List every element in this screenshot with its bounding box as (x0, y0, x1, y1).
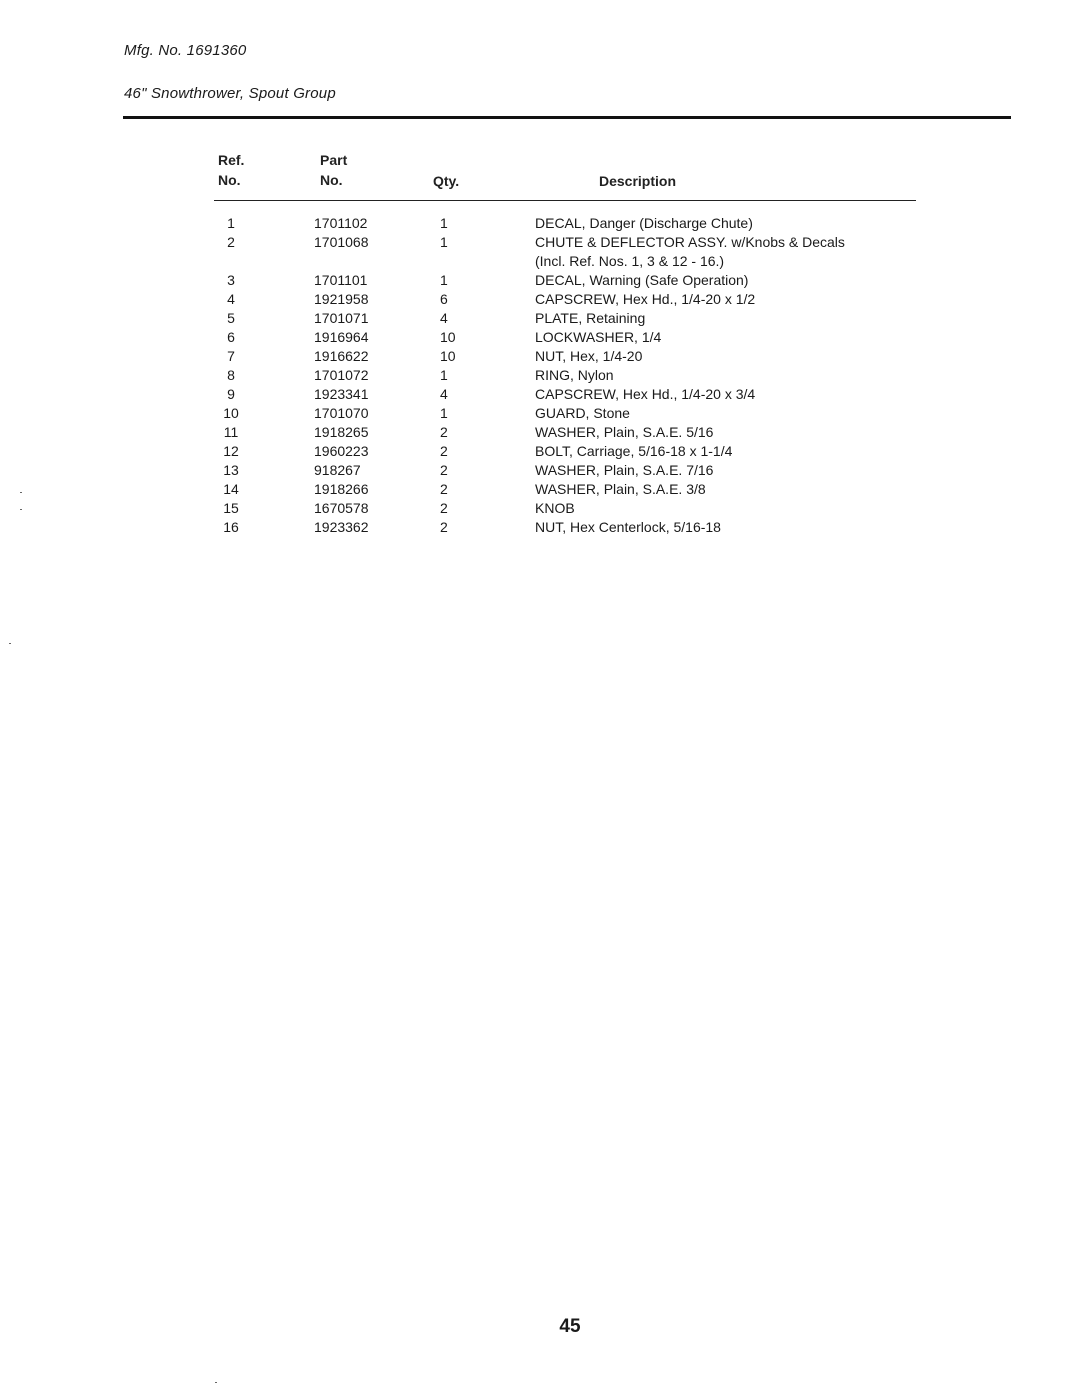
description-cell: NUT, Hex, 1/4-20 (535, 348, 643, 364)
ref-cell: 3 (227, 272, 235, 288)
part-number-cell: 1923341 (314, 386, 369, 402)
description-cell: LOCKWASHER, 1/4 (535, 329, 662, 345)
description-cell: GUARD, Stone (535, 405, 630, 421)
ref-cell: 10 (223, 405, 239, 421)
table-row (0, 518, 1080, 537)
ref-cell: 6 (227, 329, 235, 345)
qty-cell: 2 (440, 519, 448, 535)
description-cell: CAPSCREW, Hex Hd., 1/4-20 x 3/4 (535, 386, 756, 402)
description-cell: WASHER, Plain, S.A.E. 5/16 (535, 424, 714, 440)
table-row (0, 461, 1080, 480)
qty-cell: 2 (440, 462, 448, 478)
scan-speck (215, 1382, 217, 1383)
col-qty-label: Qty. (433, 173, 460, 189)
table-row (0, 366, 1080, 385)
part-number-cell: 1916622 (314, 348, 369, 364)
description-cell: NUT, Hex Centerlock, 5/16-18 (535, 519, 721, 535)
page-subtitle: 46" Snowthrower, Spout Group (124, 85, 336, 102)
qty-cell: 1 (440, 405, 448, 421)
ref-cell: 4 (227, 291, 235, 307)
ref-cell: 2 (227, 234, 235, 250)
qty-cell: 1 (440, 272, 448, 288)
ref-cell: 9 (227, 386, 235, 402)
col-part-label-2: No. (320, 172, 343, 188)
table-row (0, 499, 1080, 518)
scan-speck (20, 509, 22, 510)
qty-cell: 2 (440, 443, 448, 459)
description-cell: WASHER, Plain, S.A.E. 7/16 (535, 462, 714, 478)
part-number-cell: 1701070 (314, 405, 369, 421)
ref-cell: 14 (223, 481, 239, 497)
description-cell: RING, Nylon (535, 367, 614, 383)
part-number-cell: 1918265 (314, 424, 369, 440)
table-row (0, 385, 1080, 404)
header-rule (123, 116, 1011, 119)
part-number-cell: 1701072 (314, 367, 369, 383)
part-number-cell: 1701101 (314, 272, 368, 288)
ref-cell: 13 (223, 462, 239, 478)
col-ref-label: Ref. (218, 152, 245, 168)
part-number-cell: 1918266 (314, 481, 369, 497)
description-cell: CHUTE & DEFLECTOR ASSY. w/Knobs & Decals (535, 234, 845, 250)
description-cell: CAPSCREW, Hex Hd., 1/4-20 x 1/2 (535, 291, 756, 307)
table-row (0, 233, 1080, 271)
table-row (0, 480, 1080, 499)
description-cell: DECAL, Danger (Discharge Chute) (535, 215, 753, 231)
qty-cell: 1 (440, 234, 448, 250)
qty-cell: 4 (440, 310, 448, 326)
part-number-cell: 1916964 (314, 329, 369, 345)
table-header-rule (214, 200, 916, 201)
qty-cell: 1 (440, 367, 448, 383)
ref-cell: 5 (227, 310, 235, 326)
ref-cell: 7 (227, 348, 235, 364)
ref-cell: 12 (223, 443, 239, 459)
description-cell: DECAL, Warning (Safe Operation) (535, 272, 749, 288)
col-description-label: Description (599, 173, 677, 189)
qty-cell: 6 (440, 291, 448, 307)
ref-cell: 11 (223, 424, 239, 440)
qty-cell: 1 (440, 215, 448, 231)
description-cell: KNOB (535, 500, 575, 516)
scan-speck (20, 492, 22, 493)
qty-cell: 10 (440, 329, 456, 345)
part-number-cell: 1701102 (314, 215, 368, 231)
table-row (0, 328, 1080, 347)
table-row (0, 271, 1080, 290)
description-cell-continued: (Incl. Ref. Nos. 1, 3 & 12 - 16.) (535, 253, 725, 269)
table-row (0, 347, 1080, 366)
part-number-cell: 1701071 (314, 310, 369, 326)
parts-table (0, 214, 1080, 537)
page-number: 45 (559, 1316, 581, 1337)
mfg-number: Mfg. No. 1691360 (124, 42, 247, 59)
col-part-label: Part (320, 152, 348, 168)
ref-cell: 1 (227, 215, 235, 231)
part-number-cell: 1701068 (314, 234, 369, 250)
table-row (0, 214, 1080, 233)
part-number-cell: 1670578 (314, 500, 369, 516)
description-cell: WASHER, Plain, S.A.E. 3/8 (535, 481, 706, 497)
table-row (0, 404, 1080, 423)
ref-cell: 8 (227, 367, 235, 383)
description-cell: BOLT, Carriage, 5/16-18 x 1-1/4 (535, 443, 733, 459)
description-cell: PLATE, Retaining (535, 310, 646, 326)
table-row (0, 309, 1080, 328)
qty-cell: 2 (440, 500, 448, 516)
table-row (0, 423, 1080, 442)
part-number-cell: 1921958 (314, 291, 369, 307)
col-ref-label-2: No. (218, 172, 241, 188)
ref-cell: 16 (223, 519, 239, 535)
qty-cell: 10 (440, 348, 456, 364)
ref-cell: 15 (223, 500, 239, 516)
part-number-cell: 1923362 (314, 519, 369, 535)
qty-cell: 2 (440, 481, 448, 497)
qty-cell: 4 (440, 386, 448, 402)
table-row (0, 442, 1080, 461)
table-row (0, 290, 1080, 309)
part-number-cell: 918267 (314, 462, 361, 478)
qty-cell: 2 (440, 424, 448, 440)
part-number-cell: 1960223 (314, 443, 369, 459)
scan-speck (9, 643, 11, 644)
